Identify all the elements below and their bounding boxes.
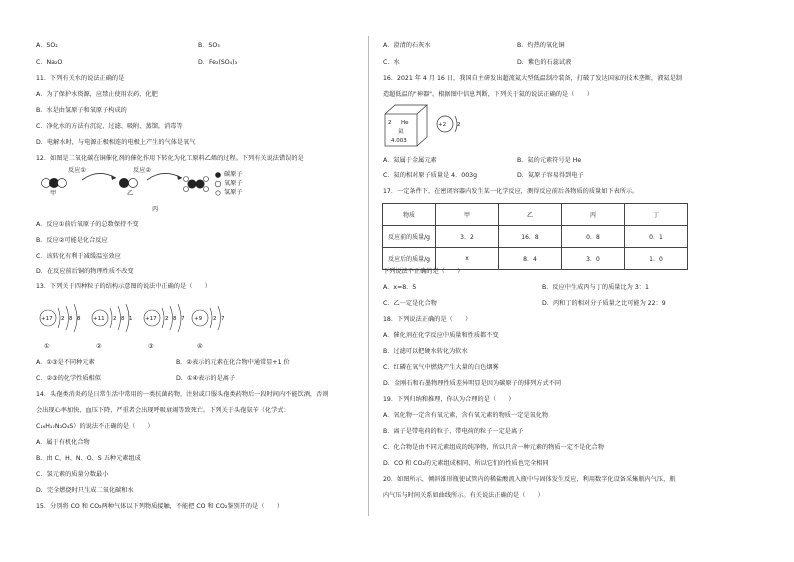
nucleus-charge: +17: [145, 316, 157, 322]
question-stem: 18．下列说法正确的是（ ）: [383, 316, 472, 323]
option-text: D．完全燃烧时只生成二氧化碳和水: [36, 487, 134, 494]
particle-tag: ④: [197, 343, 203, 350]
question-stem: 15．分别将 CO 和 CO₂两种气体以下列物质接触，不能把 CO 和 CO₂鉴别开的是（ ）: [36, 503, 284, 510]
question-stem: 11．下列有关水的说法正确的是: [36, 75, 125, 82]
option-text: B．离子是带电荷的粒子，带电荷的粒子一定是离子: [383, 428, 524, 435]
table-cell: 3．2: [436, 226, 499, 248]
option-text: B．由 C、H、N、O、S 五种元素组成: [36, 455, 141, 462]
electron-count: 8: [77, 316, 81, 322]
option-text: A．反应①前后氧原子的总数保持不变: [36, 221, 139, 228]
option-text: D．①④表示的是离子: [176, 375, 236, 382]
atomic-structure-diagrams: [36, 294, 236, 344]
question-stem: 17．一定条件下，在密闭容器内发生某一化学反应，测得反应前后各物质的质量如下表所示。: [383, 188, 639, 195]
option-text: C．该转化有利于减缓温室效应: [36, 253, 121, 260]
option-text: D．CO 和 CO₂的元素组成相同，所以它们的性质也完全相同: [383, 460, 549, 467]
ethylene-molecule: [184, 177, 209, 192]
hydrogen-legend-dot: [216, 191, 220, 195]
table-cell: 16．8: [499, 226, 562, 248]
option-text: A．澄清的石灰水: [383, 42, 431, 49]
option-text: A．属于有机化合物: [36, 439, 90, 446]
option-text: A．①③是不同种元素: [36, 359, 95, 366]
option-text: B．反应②可能是化合反应: [36, 237, 108, 244]
option-text: B．灼热的氧化铜: [517, 42, 565, 49]
electron-count: 2: [113, 316, 117, 322]
table-cell: 0．1: [625, 226, 688, 248]
table-row: [383, 226, 688, 248]
nucleus-charge: +11: [93, 316, 105, 322]
element-name: 氦: [398, 129, 404, 135]
diagram-label: 乙: [127, 190, 134, 197]
option-text: C．化合物是由不同元素组成的纯净物，所以只含一种元素的物质一定不是化合物: [383, 444, 604, 451]
table-header-cell: 丁: [625, 204, 688, 226]
option-text: C．Na₂O: [36, 59, 63, 66]
option-text: C．净化水的方法有沉淀、过滤、吸附、蒸馏，消毒等: [36, 123, 183, 130]
nucleus-charge: +17: [41, 316, 53, 322]
option-text: B．过滤可以把硬水转化为软水: [383, 348, 468, 355]
legend-label: 氧原子: [224, 180, 243, 187]
co-molecule: [119, 178, 138, 188]
option-text: C．氢元素的质量分数最小: [36, 471, 109, 478]
electron-count: 8: [69, 316, 73, 322]
atomic-mass: 4.003: [391, 138, 407, 144]
nucleus-charge: +2: [438, 122, 447, 128]
question-stem: C₁₆H₁₇N₃O₄S）的说法不正确的是（ ）: [36, 423, 154, 430]
electron-count: 2: [165, 316, 169, 322]
particle-tag: ②: [96, 343, 102, 350]
electron-count: 2: [213, 316, 217, 322]
option-text: A．x=8．5: [383, 284, 417, 291]
question-stem: 造超低温的"神器"。根据图中信息判断，下列关于氦的说法正确的是（ ）: [383, 91, 593, 98]
option-text: B．氦的元素符号是 He: [517, 157, 582, 164]
question-stem: 19．下列归纳和推理，你认为合理的是（ ）: [383, 396, 515, 403]
particle-tag: ①: [44, 343, 50, 350]
table-cell: 反应前的质量/g: [383, 226, 436, 248]
table-cell: 反应后的质量/g: [383, 248, 436, 270]
option-text: D．电解水时，与电源正极相连的电极上产生的气体是氧气: [36, 139, 196, 146]
element-symbol: He: [401, 120, 409, 126]
table-header-cell: 物质: [383, 204, 436, 226]
option-text: D．丙和丁的相对分子质量之比可能为 22：9: [542, 300, 666, 307]
question-stem: 12．如图是二氧化碳在铜催化剂的催化作用下转化为化工原料乙烯的过程。下列有关说法错误的是: [36, 155, 304, 162]
option-text: B．②表示的元素在化合物中通常显+1 价: [176, 359, 290, 366]
table-header-row: [383, 204, 688, 226]
table-cell: 0．8: [562, 226, 625, 248]
table-row: [383, 248, 688, 270]
question-stem: 14．头孢类消炎药是日常生活中常用的一类抗菌药物，注射或口服头孢类药物后一段时间内不能饮酒，否则: [36, 391, 329, 398]
option-text: B．水是由氢原子和氧原子构成的: [36, 107, 127, 114]
option-text: B．反应中生成丙与丁的质量比为 3：1: [542, 284, 649, 291]
table-cell: 3．0: [562, 248, 625, 270]
reaction-mass-table: [382, 203, 688, 270]
right-column: [383, 0, 794, 562]
table-header-cell: 丙: [562, 204, 625, 226]
electron-count: 8: [173, 316, 177, 322]
option-text: A．SO₂: [36, 42, 58, 49]
question-stem: 内气压与时间关系如曲线所示。有关说法正确的是（ ）: [383, 492, 544, 499]
option-text: C．乙一定是化合物: [383, 300, 437, 307]
option-text: C．②③的化学性质相似: [36, 375, 101, 382]
question-stem: 会出现心率加快、血压下降，严重者会出现呼吸衰竭等致死亡。下列关于头孢氨苄（化学式：: [36, 407, 290, 414]
electron-count: 7: [181, 316, 185, 322]
table-cell: x: [436, 248, 499, 270]
nucleus-charge: +9: [194, 316, 203, 322]
table-cell: 8．4: [499, 248, 562, 270]
diagram-label: 反应②: [133, 167, 151, 174]
option-text: D．在反应前后铜的物理性质不改变: [36, 268, 134, 275]
diagram-label: 甲: [50, 190, 57, 197]
option-text: A．催化剂在化学反应中质量和性质都不变: [383, 332, 499, 339]
option-text: D．Fe₂(SO₄)₃: [198, 59, 238, 66]
electron-count: 1: [129, 316, 133, 322]
electron-count: 2: [457, 122, 461, 128]
legend-label: 氢原子: [224, 189, 243, 196]
option-text: A．为了保护水资源，应禁止使用农药、化肥: [36, 91, 158, 98]
particle-tag: ③: [148, 343, 154, 350]
oxygen-legend-dot: [215, 181, 221, 187]
option-text: D．金刚石和石墨物理性质差异明显是因为碳原子的排列方式不同: [383, 380, 562, 387]
option-text: C．氦的相对原子质量是 4．003g: [383, 172, 478, 179]
option-text: D．紫色的石蕊试液: [517, 59, 572, 66]
carbon-legend-dot: [215, 172, 221, 178]
co2-molecule: [42, 178, 67, 188]
option-text: D．氦原子容易得到电子: [517, 172, 584, 179]
table-cell: 1．0: [625, 248, 688, 270]
question-ask: 下列说法不正确的是（ ）: [383, 268, 464, 275]
table-header-cell: 乙: [499, 204, 562, 226]
question-stem: 13．下列关于四种粒子的结构示意图的说法中正确的是（ ）: [36, 283, 211, 290]
table-header-cell: 甲: [436, 204, 499, 226]
option-text: A．氦属于金属元素: [383, 157, 437, 164]
legend-label: 碳原子: [224, 171, 243, 178]
option-text: C．水: [383, 59, 400, 66]
question-stem: 20．如图所示，倾斜锥形瓶使试管内的稀盐酸流入瓶中与固体发生反应，利用数字化设备采集瓶内气压，瓶: [383, 476, 676, 483]
option-text: B．SO₃: [198, 42, 220, 49]
electron-count: 7: [221, 316, 225, 322]
diagram-label: 反应①: [68, 167, 86, 174]
option-text: A．氧化物一定含有氧元素，含有氧元素的物质一定是氧化物: [383, 412, 549, 419]
diagram-label: 丙: [152, 206, 159, 213]
electron-count: 2: [61, 316, 65, 322]
electron-count: 8: [121, 316, 125, 322]
question-stem: 16．2021 年 4 月 16 日，我国自主研发出超流氦大型低温制冷装备，打破了发达国家的技术垄断，液氦是制: [383, 75, 682, 82]
option-text: C．红磷在氧气中燃烧产生大量的白色烟雾: [383, 364, 499, 371]
atomic-number: 2: [388, 120, 392, 126]
